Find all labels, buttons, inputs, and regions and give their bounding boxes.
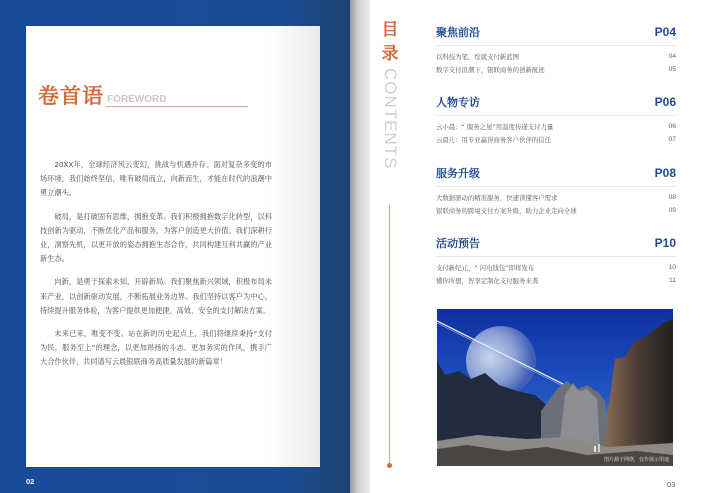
contents-title-char: 录 [381, 44, 399, 64]
foreword-paragraph: 20XX年，全球经济风云变幻，挑战与机遇并存。面对复杂多变的市场环境，我们始终坚信，唯有破局而立，向新而生，才能在时代的浪潮中勇立潮头。 [40, 160, 272, 198]
landscape-illustration [437, 309, 673, 466]
foreword-paragraph: 向新，是勇于探索未知，开辟新局。我们聚焦新兴领域，积极布局未来产业，以创新驱动发展，不断拓展业务边界。我们坚持以客户为中心，持续提升服务体验，为客户提供更加便捷、高效、安全的支付解决方案。 [40, 277, 272, 315]
foreword-paragraph: 破局，是打破固有思维，拥抱变革。我们积极拥抱数字化转型，以科技创新为驱动，不断优化产品和服务，为客户创造更大价值。我们深耕行业，洞察先机，以更开放的姿态拥抱生态合作，共同构建互利共赢的产业新生态。 [40, 211, 272, 264]
contents-vertical-rule [389, 205, 390, 465]
toc-section-title: 服务升级 [436, 167, 480, 180]
toc-entry[interactable] [436, 133, 676, 146]
toc-entry-label: 银联商务的跨境支付方案升级，助力企业走向全球 [436, 207, 577, 215]
toc-entry-page: 06 [668, 123, 676, 130]
toc-entry-page: 10 [668, 264, 676, 271]
contents-vertical-title [381, 18, 399, 170]
toc-entry-label: 数字支付浪潮下，银联商务的创新航迹 [436, 66, 545, 74]
toc-entry-label: 大数据驱动的精准服务，快速读懂客户需求 [436, 194, 558, 202]
toc-section-events[interactable] [436, 235, 676, 287]
toc-section-title: 聚焦前沿 [436, 26, 480, 39]
toc-entry-label: 支付新纪元，“ 闪电钱包”即将发布 [436, 264, 535, 272]
contents-title-char: 目 [381, 20, 399, 40]
foreword-underline [106, 106, 248, 107]
foreword-body [40, 158, 272, 379]
toc-entry-page: 11 [668, 277, 676, 284]
toc-entry[interactable] [436, 274, 676, 287]
foreword-title-en: FOREWORD [107, 94, 167, 105]
toc-section-page: P08 [654, 166, 676, 180]
toc-entry-page: 04 [668, 53, 676, 60]
toc-section-header[interactable] [436, 94, 676, 116]
toc-entry-page: 09 [668, 207, 676, 214]
toc-section-page: P10 [654, 236, 676, 250]
toc-section-page: P04 [654, 25, 676, 39]
toc-entry-label: 云小晨：“ 服务之星”用温度传递支付力量 [436, 123, 554, 131]
toc-entry-label: 以科技为笔，绘就支付新蓝图 [436, 53, 520, 61]
page-number-right: 03 [667, 480, 676, 489]
toc-entry[interactable] [436, 191, 676, 204]
toc-entry[interactable] [436, 50, 676, 63]
left-page [0, 0, 350, 493]
toc-entry[interactable] [436, 63, 676, 76]
page-number-left: 02 [26, 477, 35, 486]
book-spine-shadow [350, 0, 370, 493]
toc-section-title: 人物专访 [436, 96, 480, 109]
toc-section-header[interactable] [436, 165, 676, 187]
photo-caption: 图片源于网络，仅作展示用途 [603, 457, 669, 463]
toc-section-header[interactable] [436, 24, 676, 46]
foreword-title-cn: 卷首语 [38, 84, 104, 108]
right-page [370, 0, 702, 493]
contents-rule-dot [387, 463, 392, 468]
toc-entry-page: 05 [668, 66, 676, 73]
toc-section-page: P06 [654, 95, 676, 109]
foreword-paragraph: 未来已来，唯变不变。站在新的历史起点上，我们将继续秉持“支付为民，服务至上”的理念，以更加昂扬的斗志、更加务实的作风，携手广大合作伙伴，共同谱写云晨银联商务高质量发展的新篇章！ [40, 329, 272, 367]
toc-entry-page: 07 [668, 136, 676, 143]
toc-entry-label: 云晨儿：用专业赢得商务客户伙伴的信任 [436, 136, 552, 144]
planet-landscape-image [437, 309, 673, 466]
foreword-title-en-wrap [106, 83, 248, 109]
toc-entry-page: 08 [668, 194, 676, 201]
toc-section-title: 活动预告 [436, 237, 480, 250]
toc-section-interview[interactable] [436, 94, 676, 146]
toc-entry[interactable] [436, 120, 676, 133]
toc-section-focus[interactable] [436, 24, 676, 76]
toc-entry[interactable] [436, 261, 676, 274]
toc-section-service[interactable] [436, 165, 676, 217]
toc-section-header[interactable] [436, 235, 676, 257]
contents-title-en: CONTENTS [381, 68, 400, 170]
foreword-heading [38, 83, 248, 109]
toc-entry-label: 懂你所想，智享定制化支付服务来袭 [436, 277, 539, 285]
toc-entry[interactable] [436, 204, 676, 217]
